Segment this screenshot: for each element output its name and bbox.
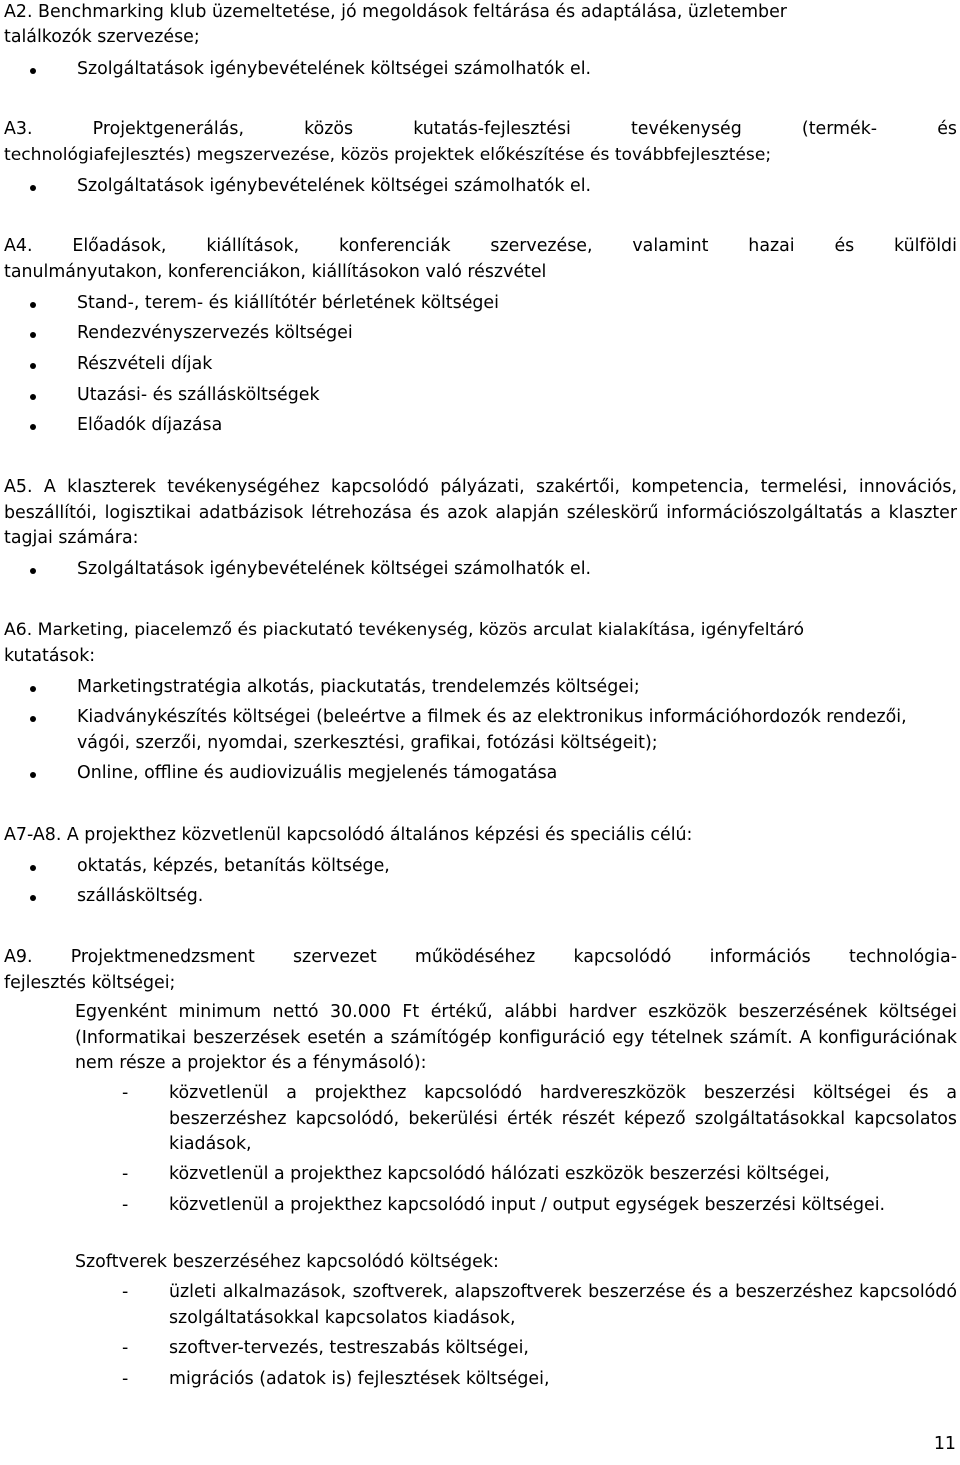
a3-word: (termék- (801, 119, 878, 139)
a5-bullet-item (4, 557, 957, 583)
bullet-icon (30, 394, 36, 400)
a4-bullet-text: Előadók díjazása (77, 415, 223, 435)
a4-bullet-item (4, 413, 957, 439)
bullet-icon (30, 424, 36, 430)
a4-word: szervezése, (490, 236, 593, 256)
a3-word: tevékenység (630, 119, 742, 139)
a4-bullet-text: Részvételi díjak (77, 354, 213, 374)
a9-heading-line2: fejlesztés költségei; (4, 973, 176, 993)
a4-bullet-text: Rendezvényszervezés költségei (77, 323, 353, 343)
bullet-icon (30, 68, 36, 74)
a78-bullet-text: oktatás, képzés, betanítás költsége, (77, 856, 390, 876)
a5-paragraph: A5. A klaszterek tevékenységéhez kapcsolódó pályázati, szakértői, kompetencia, termelési, innovációs, beszállítói, logisztikai adatbázisok létrehozása és azok alapján széleskörű információszolgáltatás a klaszter tagjai számára: (4, 477, 957, 548)
a9-software-item (122, 1336, 957, 1362)
a9-word: szervezet (293, 947, 377, 967)
a9-word: információs (709, 947, 811, 967)
dash-icon: - (122, 1369, 129, 1389)
a3-word: és (937, 119, 957, 139)
a4-bullet-text: Utazási- és szállásköltségek (77, 385, 320, 405)
a9-software-intro: Szoftverek beszerzéséhez kapcsolódó költségek: (75, 1252, 499, 1272)
a78-bullet-item (4, 854, 957, 880)
bullet-icon (30, 772, 36, 778)
dash-icon: - (122, 1338, 129, 1358)
a3-heading-line2: technológiafejlesztés) megszervezése, közös projektek előkészítése és továbbfejlesztése; (4, 145, 772, 165)
a4-heading-line1 (4, 234, 957, 260)
a3-bullet-item (4, 174, 957, 200)
a2-bullet-item (4, 57, 957, 83)
bullet-icon (30, 686, 36, 692)
a6-bullet-text: Marketingstratégia alkotás, piackutatás, trendelemzés költségei; (77, 677, 640, 697)
a4-heading-line2: tanulmányutakon, konferenciákon, kiállításokon való részvétel (4, 262, 547, 282)
a78-bullet-text: szállásköltség. (77, 886, 204, 906)
bullet-icon (30, 185, 36, 191)
bullet-icon (30, 332, 36, 338)
a6-heading-line1: A6. Marketing, piacelemző és piackutató tevékenység, közös arculat kialakítása, igényfeltáró (4, 620, 804, 640)
a3-word: Projektgenerálás, (92, 119, 244, 139)
a6-bullet-text: Online, offline és audiovizuális megjelenés támogatása (77, 763, 558, 783)
page-number: 11 (933, 1434, 956, 1454)
a4-word: konferenciák (339, 236, 451, 256)
a9-software-item-text: üzleti alkalmazások, szoftverek, alapszoftverek beszerzése és a beszerzéshez kapcsolódó szolgáltatásokkal kapcsolatos kiadások, (169, 1282, 957, 1328)
a4-word: A4. (4, 236, 33, 256)
bullet-icon (30, 895, 36, 901)
a3-heading-line1 (4, 117, 957, 143)
a9-hardware-item (122, 1081, 957, 1158)
a4-bullet-item (4, 352, 957, 378)
a9-software-item-text: migrációs (adatok is) fejlesztések költségei, (169, 1369, 550, 1389)
a9-word: A9. (4, 947, 33, 967)
a9-hardware-item (122, 1162, 957, 1188)
a9-hardware-item-text: közvetlenül a projekthez kapcsolódó input / output egységek beszerzési költségei. (169, 1195, 886, 1215)
a3-word: közös (304, 119, 354, 139)
a3-bullet-text: Szolgáltatások igénybevételének költségei számolhatók el. (77, 176, 592, 196)
a3-word: kutatás-fejlesztési (413, 119, 571, 139)
a78-heading: A7-A8. A projekthez közvetlenül kapcsolódó általános képzési és speciális célú: (4, 825, 693, 845)
bullet-icon (30, 716, 36, 722)
a78-bullet-item (4, 884, 957, 910)
a4-word: valamint (632, 236, 709, 256)
a9-software-item (122, 1367, 957, 1393)
dash-icon: - (122, 1195, 129, 1215)
a2-bullet-text: Szolgáltatások igénybevételének költségei számolhatók el. (77, 59, 592, 79)
bullet-icon (30, 363, 36, 369)
a6-bullet-text: Kiadványkészítés költségei (beleértve a filmek és az elektronikus információhordozók rendezői, vágói, szerzői, nyomdai, szerkesztési, grafikai, fotózási költségeit); (77, 707, 907, 753)
a9-hardware-item-text: közvetlenül a projekthez kapcsolódó hálózati eszközök beszerzési költségei, (169, 1164, 830, 1184)
bullet-icon (30, 302, 36, 308)
a6-bullet-item (4, 675, 957, 701)
a9-hardware-item-text: közvetlenül a projekthez kapcsolódó hardvereszközök beszerzési költségei és a beszerzéshez kapcsolódó, bekerülési érték részét képező szolgáltatásokkal kapcsolatos kiadások, (169, 1083, 957, 1154)
a4-word: külföldi (894, 236, 957, 256)
a4-bullet-item (4, 383, 957, 409)
a6-bullet-item (4, 761, 957, 787)
a4-bullet-item (4, 291, 957, 317)
bullet-icon (30, 568, 36, 574)
dash-icon: - (122, 1083, 129, 1103)
a6-heading-line2: kutatások: (4, 646, 96, 666)
dash-icon: - (122, 1164, 129, 1184)
a6-bullet-item (4, 705, 957, 756)
a9-word: Projektmenedzsment (70, 947, 255, 967)
a9-heading-line1 (4, 945, 957, 971)
dash-icon: - (122, 1282, 129, 1302)
a4-word: és (834, 236, 855, 256)
a5-bullet-text: Szolgáltatások igénybevételének költségei számolhatók el. (77, 559, 592, 579)
a4-bullet-text: Stand-, terem- és kiállítótér bérletének költségei (77, 293, 499, 313)
a2-heading-line1: A2. Benchmarking klub üzemeltetése, jó megoldások feltárása és adaptálása, üzletember (4, 2, 787, 22)
a4-word: kiállítások, (206, 236, 300, 256)
a4-word: hazai (748, 236, 795, 256)
a9-word: technológia- (848, 947, 957, 967)
a4-bullet-item (4, 321, 957, 347)
a4-word: Előadások, (72, 236, 167, 256)
a9-word: kapcsolódó (573, 947, 672, 967)
a3-word: A3. (4, 119, 33, 139)
a9-hardware-intro: Egyenként minimum nettó 30.000 Ft értékű, alábbi hardver eszközök beszerzésének költségei (Informatikai beszerzések esetén a számítógép konfiguráció egy tételnek számít. A konfigurációnak nem része a projektor és a fénymásoló): (75, 1002, 957, 1073)
a9-hardware-item (122, 1193, 957, 1219)
bullet-icon (30, 865, 36, 871)
a9-software-item (122, 1280, 957, 1331)
a2-heading-line2: találkozók szervezése; (4, 27, 200, 47)
a9-software-item-text: szoftver-tervezés, testreszabás költségei, (169, 1338, 529, 1358)
a9-word: működéséhez (414, 947, 536, 967)
